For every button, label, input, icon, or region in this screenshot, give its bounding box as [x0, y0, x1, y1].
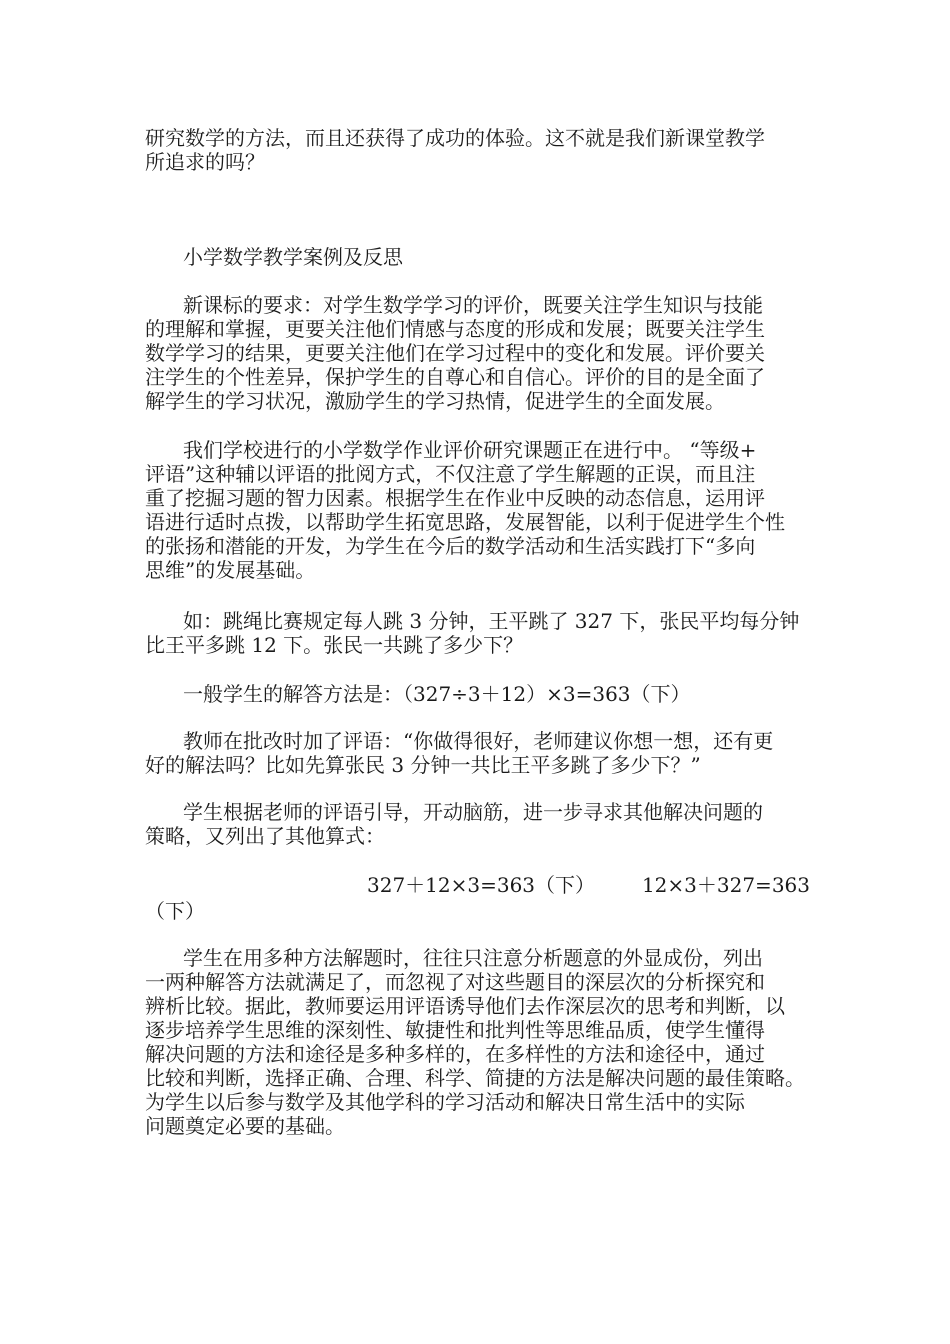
text-line: 研究数学的方法，而且还获得了成功的体验。这不就是我们新课堂教学 — [145, 126, 765, 150]
paragraph-teacher-comment — [145, 729, 810, 777]
paragraph-typical-solution — [145, 682, 810, 706]
text-line: 一般学生的解答方法是：（327÷3＋12）×3=363（下） — [183, 682, 691, 706]
text-line: 学生根据老师的评语引导，开动脑筋，进一步寻求其他解决问题的 — [183, 800, 763, 824]
text-line: 好的解法吗？比如先算张民 3 分钟一共比王平多跳了多少下？” — [145, 753, 701, 777]
text-line: 思维”的发展基础。 — [145, 558, 316, 582]
text-line: 教师在批改时加了评语：“你做得很好，老师建议你想一想，还有更 — [183, 729, 774, 753]
text-line: 的张扬和潜能的开发，为学生在今后的数学活动和生活实践打下“多向 — [145, 534, 756, 558]
text-line: 如：跳绳比赛规定每人跳 3 分钟，王平跳了 327 下，张民平均每分钟 — [183, 609, 800, 633]
text-line: 数学学习的结果，更要关注他们在学习过程中的变化和发展。评价要关 — [145, 341, 765, 365]
intro-paragraph — [145, 126, 810, 174]
text-line: 逐步培养学生思维的深刻性、敏捷性和批判性等思维品质，使学生懂得 — [145, 1018, 765, 1042]
text-line: 新课标的要求：对学生数学学习的评价，既要关注学生知识与技能 — [183, 293, 763, 317]
text-line: 学生在用多种方法解题时，往往只注意分析题意的外显成份，列出 — [183, 946, 763, 970]
paragraph-student-response — [145, 800, 810, 848]
text-line: 注学生的个性差异，保护学生的自尊心和自信心。评价的目的是全面了 — [145, 365, 765, 389]
text-line: 比王平多跳 12 下。张民一共跳了多少下？ — [145, 633, 524, 657]
text-line: 我们学校进行的小学数学作业评价研究课题正在进行中。 “等级+ — [183, 438, 757, 462]
equation-2-unit — [145, 899, 810, 923]
text-line: 策略，又列出了其他算式： — [145, 824, 385, 848]
text-line: 解决问题的方法和途径是多种多样的，在多样性的方法和途径中，通过 — [145, 1042, 765, 1066]
text-line: 语进行适时点拨，以帮助学生拓宽思路，发展智能，以利于促进学生个性 — [145, 510, 785, 534]
text-line: （下） — [145, 899, 205, 923]
text-line: 解学生的学习状况，激励学生的学习热情，促进学生的全面发展。 — [145, 389, 725, 413]
paragraph-research-project — [145, 438, 810, 582]
text-line: 比较和判断，选择正确、合理、科学、简捷的方法是解决问题的最佳策略。 — [145, 1066, 805, 1090]
paragraph-reflection — [145, 946, 810, 1138]
text-line: 辨析比较。据此，教师要运用评语诱导他们去作深层次的思考和判断，以 — [145, 994, 785, 1018]
equations-row — [145, 873, 810, 897]
text-line: 重了挖掘习题的智力因素。根据学生在作业中反映的动态信息，运用评 — [145, 486, 765, 510]
text-line: 为学生以后参与数学及其他学科的学习活动和解决日常生活中的实际 — [145, 1090, 745, 1114]
section-title — [145, 245, 810, 269]
equation-1: 327＋12×3=363（下） — [367, 873, 596, 897]
paragraph-curriculum-standards — [145, 293, 810, 413]
title-text: 小学数学教学案例及反思 — [183, 245, 403, 269]
text-line: 问题奠定必要的基础。 — [145, 1114, 345, 1138]
text-line: 一两种解答方法就满足了，而忽视了对这些题目的深层次的分析探究和 — [145, 970, 765, 994]
equation-2: 12×3＋327=363 — [641, 873, 810, 897]
text-line: 的理解和掌握，更要关注他们情感与态度的形成和发展；既要关注学生 — [145, 317, 765, 341]
paragraph-example-problem — [145, 609, 810, 657]
text-line: 评语”这种辅以评语的批阅方式，不仅注意了学生解题的正误，而且注 — [145, 462, 756, 486]
text-line: 所追求的吗？ — [145, 150, 265, 174]
